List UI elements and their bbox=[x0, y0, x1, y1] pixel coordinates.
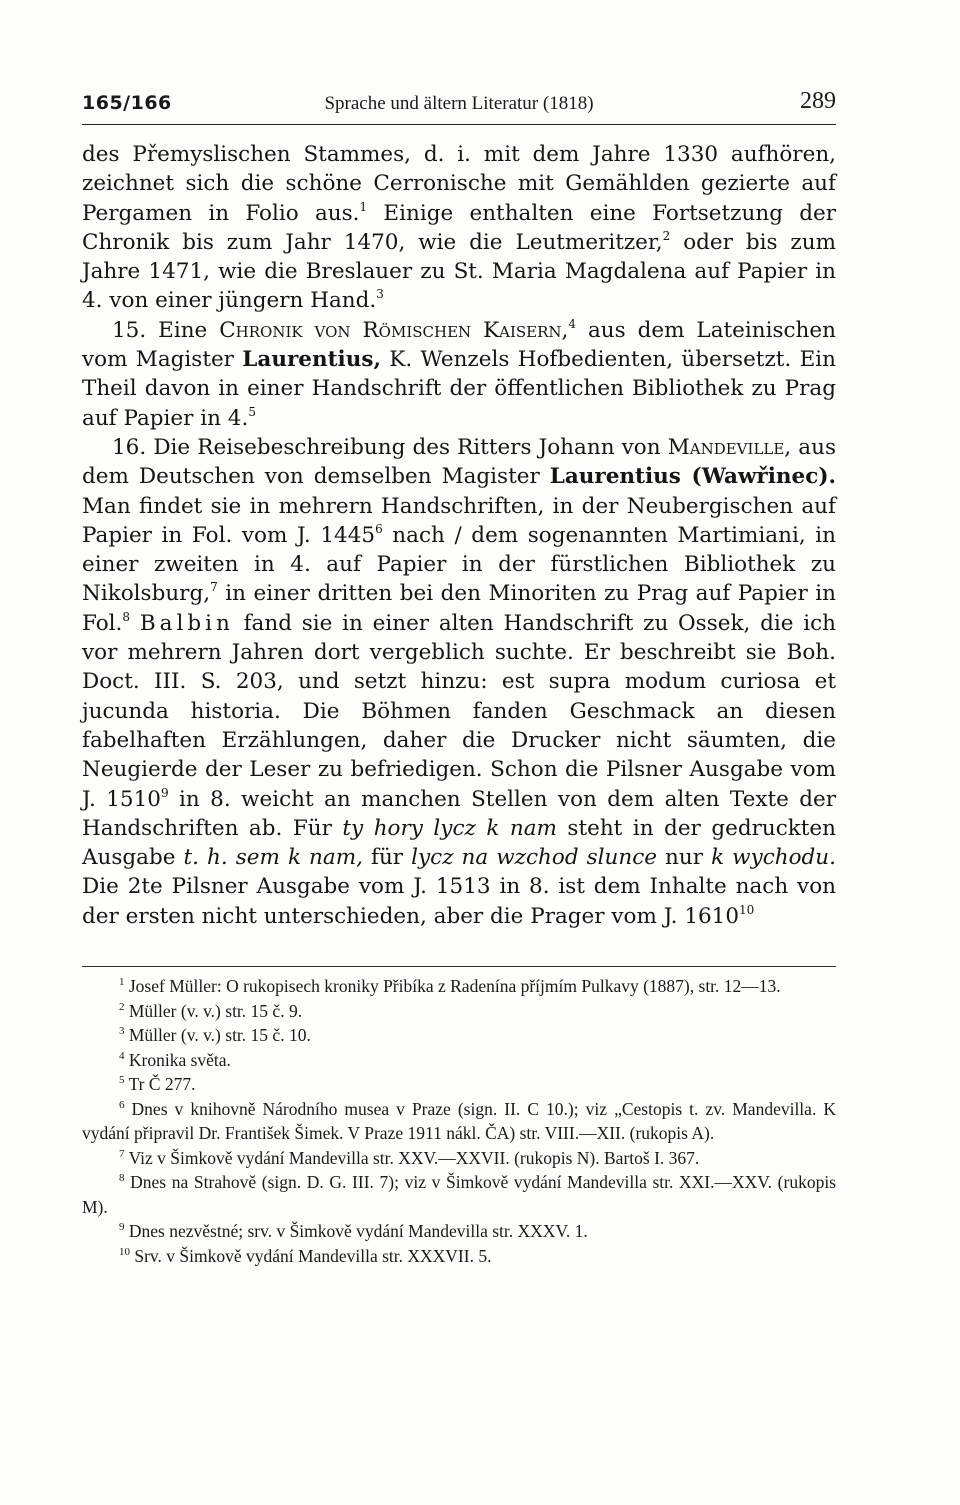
quote-italic: t. h. sem k nam, bbox=[183, 845, 363, 871]
quote-italic: k wychodu. bbox=[711, 845, 836, 871]
footnote: $^8$ Dnes na Strahově (sign. D. G. III. 7); viz v Šimkově vydání Mandevilla str. XXI.—XXV. (rukopis M). bbox=[82, 1172, 836, 1217]
footnote: $^2$ Müller (v. v.) str. 15 č. 9. bbox=[119, 1000, 303, 1021]
paragraph-continuation: des Přemyslischen Stammes, d. i. mit dem Jahre 1330 aufhören, zeichnet sich die schöne Cerronische mit Gemählden gezierte auf Pergamen in Folio aus.$^1$ Einige enthalten eine Fortsetzung der Chronik bis zum Jahr 1470, wie die Leutmeritzer,$^2$ oder bis zum Jahre 1471, wie die Breslauer zu St. Maria Magdalena auf Papier in 4. von einer jüngern Hand.$^3$ bbox=[82, 142, 836, 314]
footnote-ref: 1 bbox=[359, 199, 368, 214]
footnote: $^1$ Josef Müller: O rukopisech kroniky Přibíka z Radenína příjmím Pulkavy (1887), str. 12—13. bbox=[119, 976, 781, 996]
author-name: Laurentius (Wawřinec). bbox=[549, 464, 836, 490]
footnote: $^7$ Viz v Šimkově vydání Mandevilla str. XXV.—XXVII. (rukopis N). Bartoš I. 367. bbox=[119, 1147, 700, 1168]
author-name: Laurentius, bbox=[242, 347, 381, 373]
spaced-name: Balbin bbox=[139, 610, 234, 636]
paragraph-15: 15. Eine Chronik von Römischen Kaisern,$^4$ aus dem Lateinischen vom Magister Laurentius, K. Wenzels Hofbedienten, übersetzt. Ein Theil davon in einer Handschrift der öffentlichen Bibliothek zu Prag auf Papier in 4.$^5$ bbox=[82, 316, 836, 431]
footnote-ref: 7 bbox=[210, 580, 218, 595]
work-title: Chronik von Römischen Kaisern, bbox=[219, 317, 569, 343]
main-text bbox=[82, 140, 836, 931]
footnote-ref: 8 bbox=[122, 609, 131, 624]
person-name: Mandeville, bbox=[667, 434, 792, 460]
footnote-ref: 9 bbox=[160, 785, 169, 800]
footnote: $^5$ Tr Č 277. bbox=[119, 1074, 196, 1094]
footnote: $^{10}$ Srv. v Šimkově vydání Mandevilla str. XXXVII. 5. bbox=[119, 1245, 492, 1266]
footnotes bbox=[82, 974, 836, 1268]
footnote-ref: 5 bbox=[248, 404, 256, 419]
running-header bbox=[82, 88, 836, 124]
paragraph-16: 16. Die Reisebeschreibung des Ritters Johann von Mandeville, aus dem Deutschen von demselben Magister Laurentius (Wawřinec). Man findet sie in mehrern Handschriften, in der Neubergischen auf Papier in Fol. vom J. 1445$^6$ nach / dem sogenannten Martimiani, in einer zweiten in 4. auf Papier in der fürstlichen Bibliothek zu Nikolsburg,$^7$ in einer dritten bei den Minoriten zu Prag auf Papier in Fol.$^8$ Balbin fand sie in einer alten Handschrift zu Ossek, die ich vor mehrern Jahren dort vergeblich suchte. Er beschreibt sie Boh. Doct. III. S. 203, und setzt hinzu: est supra modum curiosa et jucunda historia. Die Böhmen fanden Geschmack an diesen fabelhaften Erzählungen, daher die Drucker nicht säumten, die Neugierde der Leser zu befriedigen. Schon die Pilsner Ausgabe vom J. 1510$^9$ in 8. weicht an manchen Stellen von dem alten Texte der Handschriften ab. Für ty hory lycz k nam steht in der gedruckten Ausgabe t. h. sem k nam, für lycz na wzchod slunce nur k wychodu. Die 2te Pilsner Ausgabe vom J. 1513 in 8. ist dem Inhalte nach von der ersten nicht unterschieden, aber die Prager vom J. 1610$^{10}$ bbox=[82, 434, 836, 929]
footnote: $^9$ Dnes nezvěstné; srv. v Šimkově vydání Mandevilla str. XXXV. 1. bbox=[119, 1221, 588, 1241]
footnote: $^6$ Dnes v knihovně Národního musea v Praze (sign. II. C 10.); viz „Cestopis t. zv. Mandevilla. K vydání připravil Dr. František Šimek. V Praze 1911 nákl. ČA) str. VIII.—XII. (rukopis A). bbox=[82, 1098, 836, 1143]
header-rule bbox=[82, 124, 836, 125]
running-title: Sprache und ältern Literatur (1818) bbox=[324, 93, 594, 114]
footnote: $^4$ Kronika světa. bbox=[119, 1049, 231, 1070]
page-number: 289 bbox=[800, 88, 836, 114]
footnote-ref: 6 bbox=[375, 521, 383, 536]
footnote-rule bbox=[82, 966, 836, 967]
footnote-ref: 2 bbox=[662, 228, 671, 243]
quote-italic: lycz na wzchod slunce bbox=[411, 845, 658, 871]
original-page-numbers: 165/166 bbox=[82, 92, 172, 114]
quote-italic: ty hory lycz k nam bbox=[342, 815, 557, 841]
footnote-ref: 4 bbox=[568, 316, 577, 331]
footnote: $^3$ Müller (v. v.) str. 15 č. 10. bbox=[119, 1025, 311, 1045]
footnote-ref: 3 bbox=[376, 287, 384, 302]
footnote-ref: 10 bbox=[739, 902, 755, 917]
